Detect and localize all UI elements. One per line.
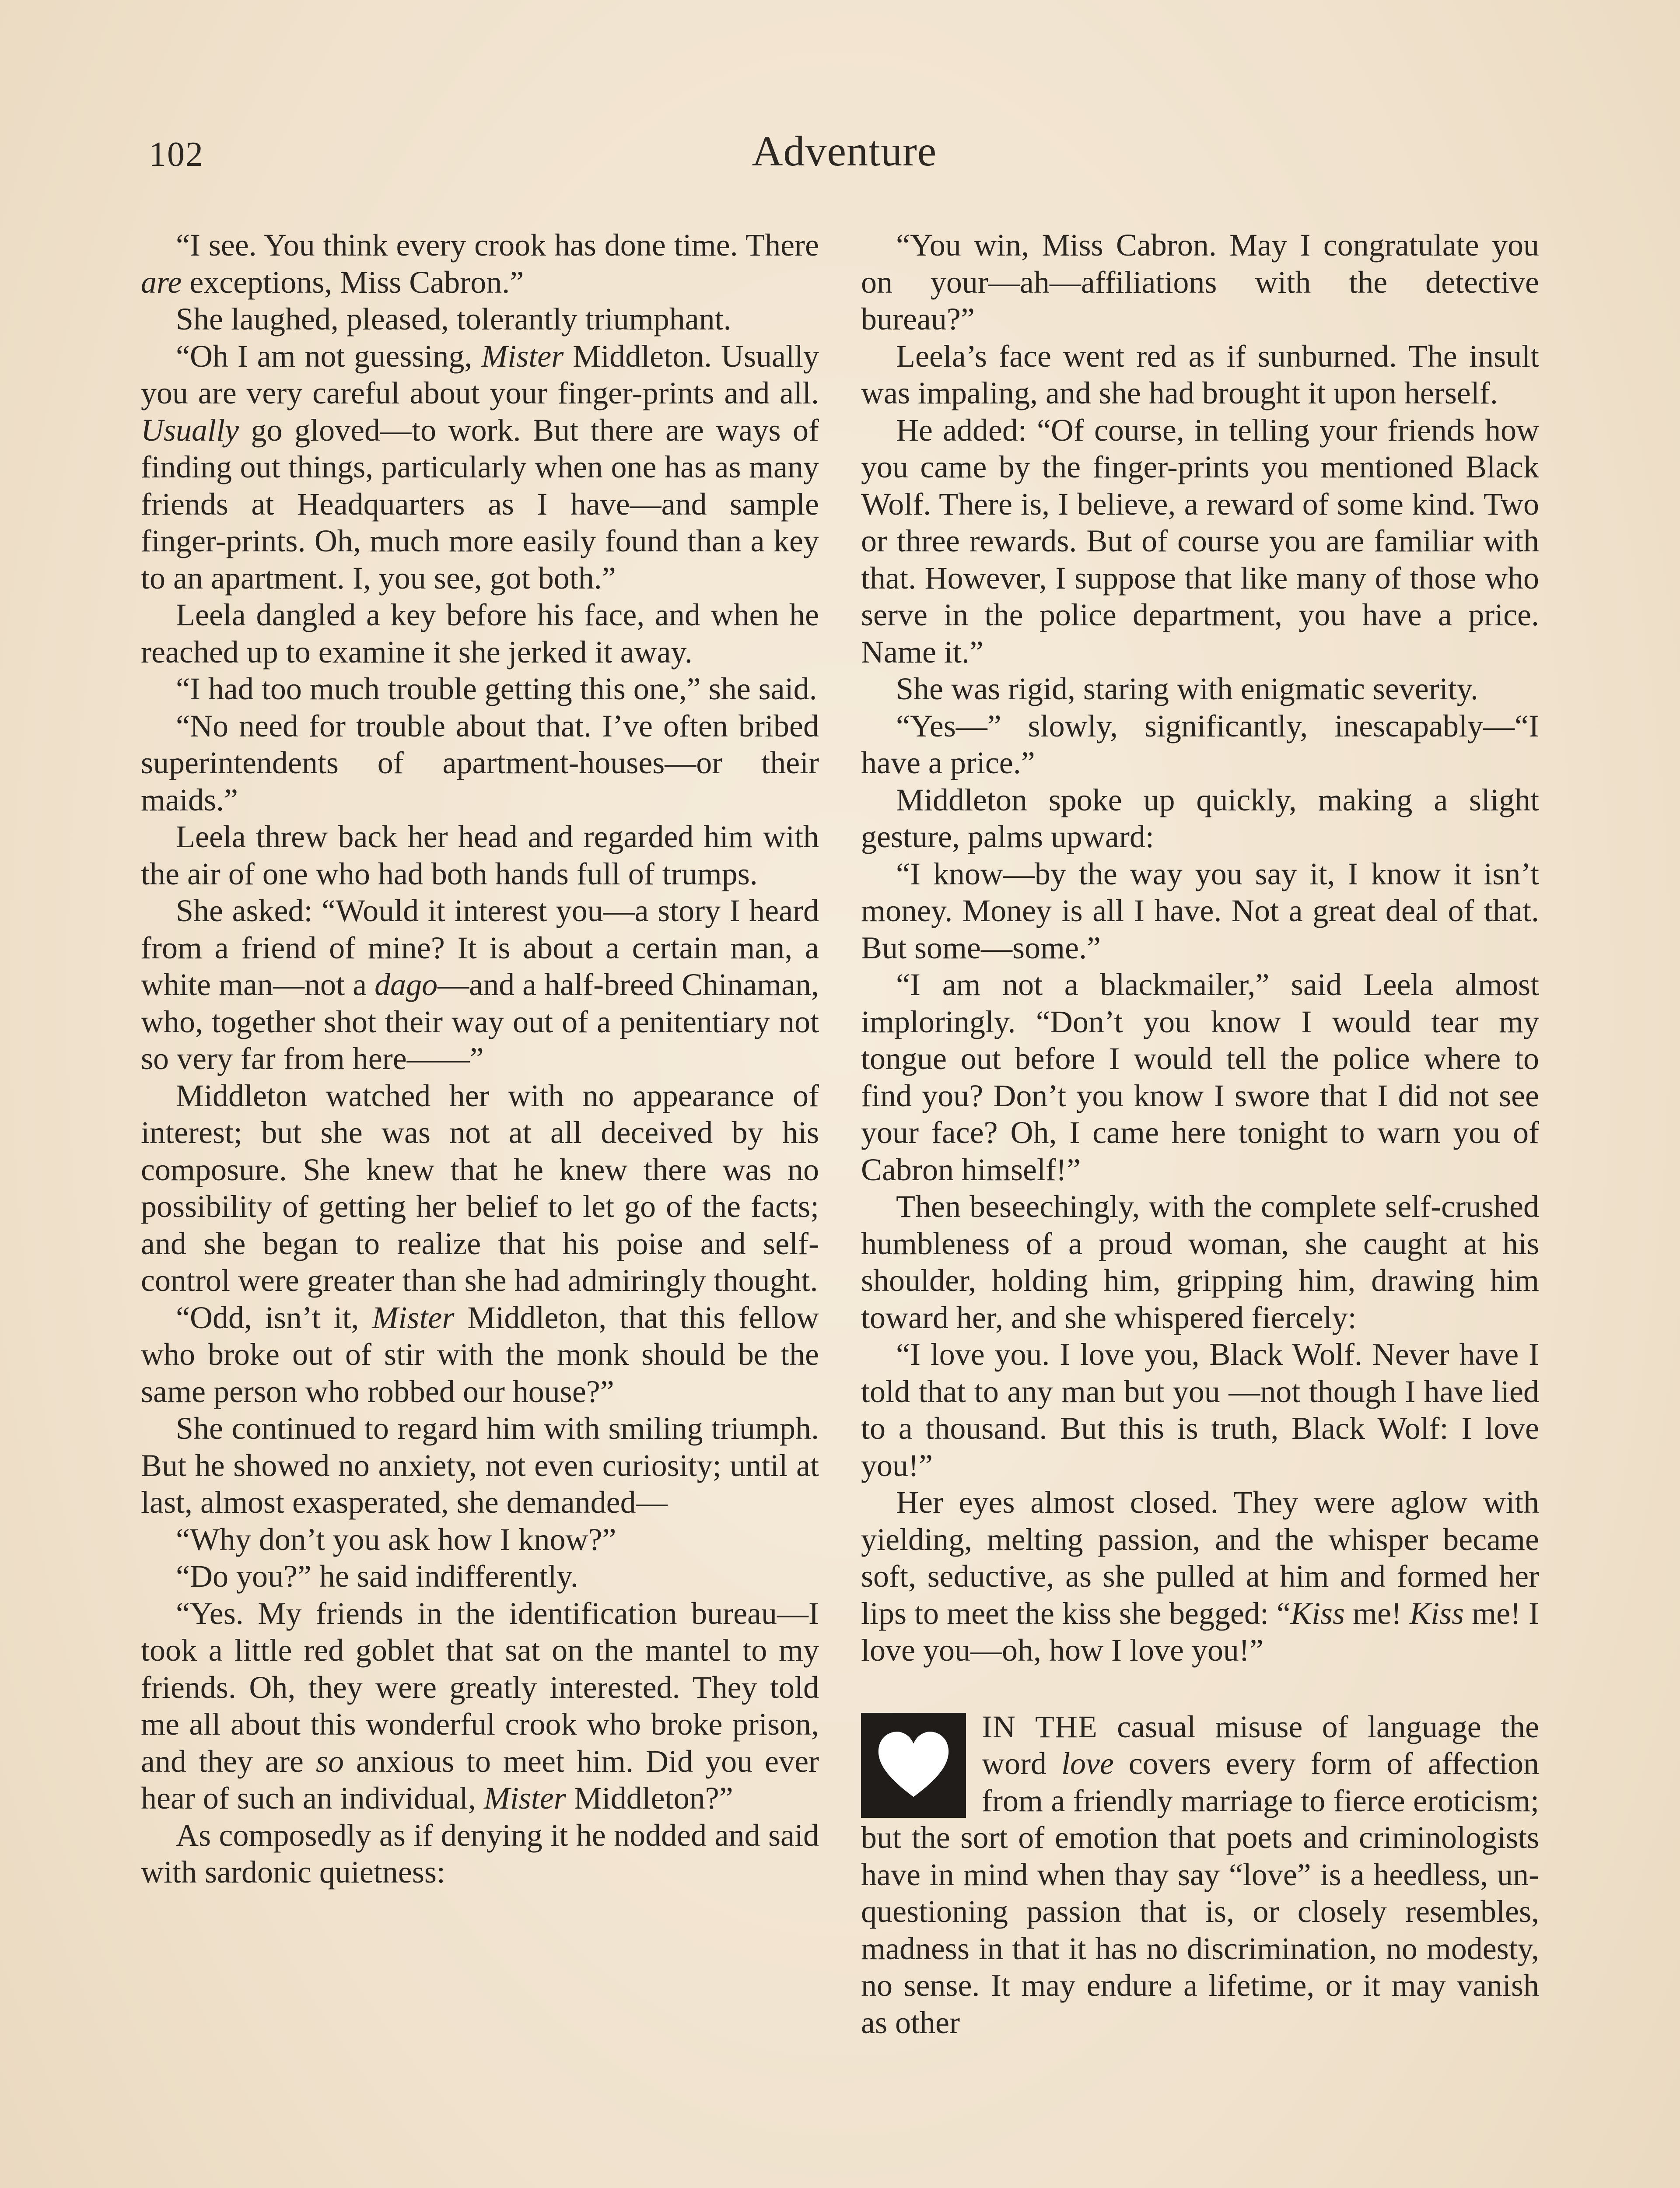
italic-emphasis: Kiss	[1290, 1595, 1345, 1631]
paragraph: She was rigid, staring with enigmatic severity.	[896, 671, 1479, 706]
paragraph: “Yes—” slowly, significantly, inescapably—“I have a price.”	[861, 708, 1539, 780]
paragraph: “Do you?” he said indifferently.	[176, 1559, 578, 1594]
italic-emphasis: dago	[374, 967, 438, 1002]
paragraph: Leela threw back her head and regarded him with the air of one who had both hands full of trumps.	[141, 819, 819, 891]
paragraph: She asked: “Would it interest you—a story I heard from a friend of mine? It is about a certain man, a white man—not a dago—and a half-breed Chinaman, who, together shot their way out of a penitentiary not so very far from here——”	[141, 893, 819, 1076]
italic-emphasis: Kiss	[1409, 1595, 1464, 1631]
heart-dingbat	[861, 1713, 966, 1818]
lead-caps: IN THE	[982, 1709, 1098, 1744]
paragraph: Middleton watched her with no appearance of interest; but she was not at all deceived by his composure. She knew that he knew there was no possibility of getting her belief to let go of the facts; and she began to realize that his poise and self-control were greater than she had admiringly thought.	[141, 1078, 819, 1298]
paragraph: She laughed, pleased, tolerantly triumphant.	[176, 302, 732, 337]
paragraph: “No need for trouble about that. I’ve often bribed superintendents of apartment-houses—or their maids.”	[141, 708, 819, 817]
paragraph: “I love you. I love you, Black Wolf. Never have I told that to any man but you —not though I have lied to a thousand. But this is truth, Black Wolf: I love you!”	[861, 1337, 1539, 1483]
paragraph: “I know—by the way you say it, I know it isn’t money. Money is all I have. Not a great deal of that. But some—some.”	[861, 856, 1539, 965]
section-lead-paragraph: IN THE casual misuse of language the word love covers every form of affection from a friendly marriage to fierce eroticism; but the sort of emotion that poets and criminologists have in mind when thay say “love” is a heedless, unquestioning passion that is, or closely resembles, madness in that it has no discrimination, no modesty, no sense. It may endure a lifetime, or it may vanish as other	[861, 1709, 1539, 2040]
paragraph: She continued to regard him with smiling triumph. But he showed no anxiety, not even curiosity; until at last, almost exasperated, she demanded—	[141, 1411, 819, 1520]
italic-emphasis: love	[1061, 1746, 1114, 1781]
paragraph: “Why don’t you ask how I know?”	[176, 1522, 616, 1557]
paragraph: Middleton spoke up quickly, making a slight gesture, palms upward:	[861, 782, 1539, 854]
heart-icon	[872, 1724, 955, 1807]
paragraph: Leela’s face went red as if sunburned. The insult was impaling, and she had brought it upon herself.	[861, 338, 1539, 410]
italic-emphasis: Usually	[141, 412, 239, 448]
section-break	[861, 1708, 1539, 2041]
right-column	[861, 227, 1539, 2041]
page-number: 102	[149, 135, 204, 174]
paragraph: Her eyes almost closed. They were aglow with yielding, melting passion, and the whisper became soft, seductive, as she pulled at him and formed her lips to meet the kiss she begged: “Kiss me! Kiss me! I love you—oh, how I love you!”	[861, 1485, 1539, 1668]
page-header	[149, 127, 1540, 184]
italic-emphasis: so	[315, 1743, 344, 1779]
italic-emphasis: Mister	[483, 1781, 566, 1816]
right-column-paragraphs	[861, 227, 1539, 1669]
left-column	[141, 227, 819, 1891]
italic-emphasis: are	[141, 264, 182, 300]
paragraph: “Oh I am not guessing, Mister Middleton. Usually you are very careful about your finger-prints and all. Usually go gloved—to work. But there are ways of finding out things, particularly when one has as many friends at Headquarters as I have—and sample finger-prints. Oh, much more easily found than a key to an apartment. I, you see, got both.”	[141, 338, 819, 596]
italic-emphasis: Mister	[372, 1300, 455, 1335]
paragraph: “Yes. My friends in the identification bureau—I took a little red goblet that sat on the mantel to my friends. Oh, they were greatly interested. They told me all about this wonderful crook who broke prison, and they are so anxious to meet him. Did you ever hear of such an individual, Mister Middleton?”	[141, 1595, 819, 1816]
running-head: Adventure	[752, 128, 937, 175]
paragraph: “I see. You think every crook has done time. There are exceptions, Miss Cabron.”	[141, 228, 819, 300]
paragraph: “You win, Miss Cabron. May I congratulate you on your—ah—affiliations with the detective bureau?”	[861, 228, 1539, 337]
paragraph: He added: “Of course, in telling your friends how you came by the finger-prints you mentioned Black Wolf. There is, I believe, a reward of some kind. Two or three rewards. But of course you are familiar with that. However, I suppose that like many of those who serve in the police department, you have a price. Name it.”	[861, 412, 1539, 670]
paragraph: Then beseechingly, with the complete self-crushed humbleness of a proud woman, she caught at his shoulder, holding him, gripping him, drawing him toward her, and she whispered fiercely:	[861, 1189, 1539, 1335]
paragraph: “I had too much trouble getting this one,” she said.	[176, 671, 817, 706]
italic-emphasis: Mister	[481, 338, 564, 374]
paragraph: As composedly as if denying it he nodded and said with sardonic quietness:	[141, 1817, 819, 1890]
paragraph: Leela dangled a key before his face, and when he reached up to examine it she jerked it away.	[141, 597, 819, 670]
paragraph: “Odd, isn’t it, Mister Middleton, that this fellow who broke out of stir with the monk should be the same person who robbed our house?”	[141, 1300, 819, 1409]
paragraph: “I am not a blackmailer,” said Leela almost imploringly. “Don’t you know I would tear my tongue out before I would tell the police where to find you? Don’t you know I swore that I did not see your face? Oh, I came here tonight to warn you of Cabron himself!”	[861, 967, 1539, 1187]
